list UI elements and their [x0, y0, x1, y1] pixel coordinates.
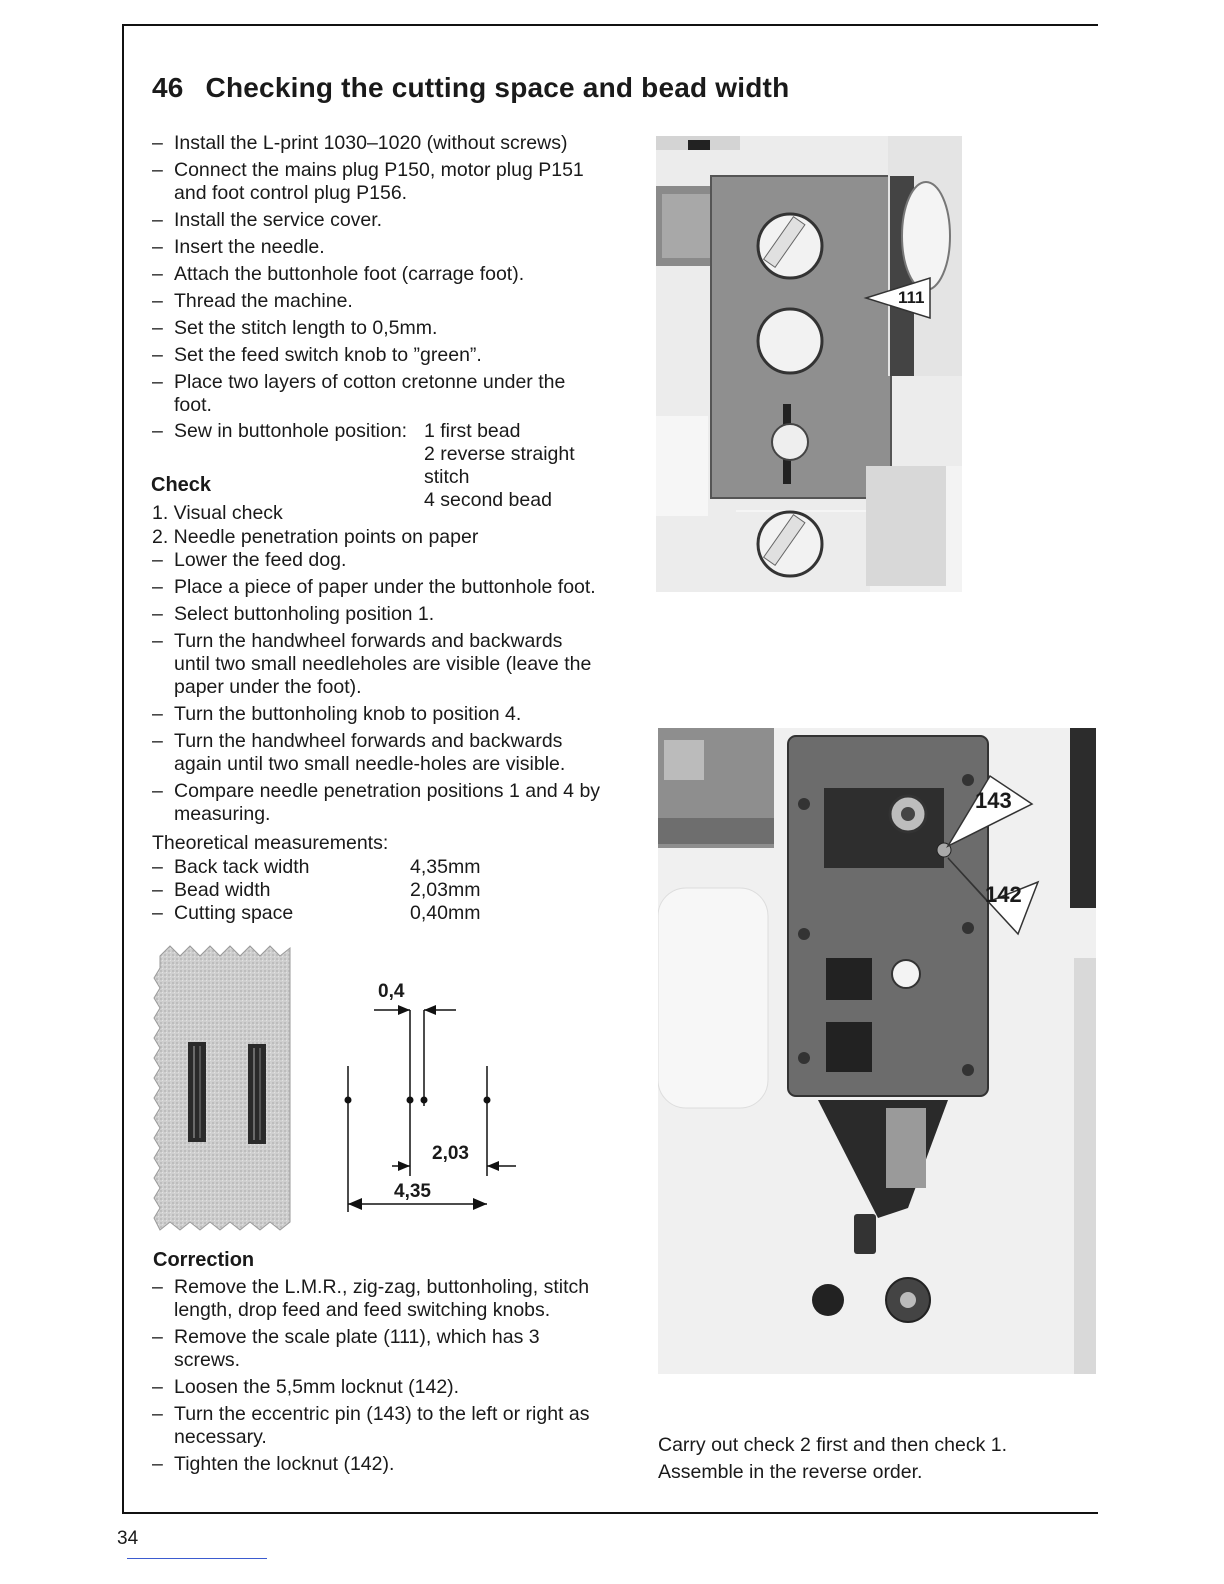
measurement-row: [152, 902, 512, 925]
measurement-value: 0,40mm: [410, 902, 481, 924]
list-dash: –: [152, 856, 163, 878]
list-item: – Place a piece of paper under the buttonhole foot.: [152, 576, 622, 599]
correction-steps-list: [152, 1276, 612, 1480]
measurement-name: Cutting space: [174, 902, 294, 924]
setup-steps-list: [152, 132, 602, 421]
list-item: – Set the stitch length to 0,5mm.: [152, 317, 602, 340]
list-item: – Thread the machine.: [152, 290, 602, 313]
caption-line: Carry out check 2 first and then check 1.: [658, 1434, 1008, 1456]
measurement-row: [152, 856, 512, 879]
list-item: – Install the service cover.: [152, 209, 602, 232]
measurement-name: Back tack width: [174, 856, 310, 878]
part-label-142: 142: [985, 882, 1022, 907]
sew-position-label: Sew in buttonhole position:: [174, 420, 408, 442]
check-item: 2. Needle penetration points on paper: [152, 526, 479, 548]
list-item: – Connect the mains plug P150, motor plug P151 and foot control plug P156.: [152, 159, 602, 205]
section-title: Checking the cutting space and bead width: [205, 72, 790, 103]
check-heading: Check: [151, 474, 212, 496]
cut-dimension-label: 0,4: [378, 981, 405, 1002]
list-item: – Turn the handwheel forwards and backwards again until two small needle-holes are visible.: [152, 730, 599, 776]
list-item: – Set the feed switch knob to ”green”.: [152, 344, 602, 367]
theoretical-heading: Theoretical measurements:: [152, 832, 389, 854]
correction-heading: Correction: [153, 1249, 255, 1271]
sew-step: 2 reverse straight stitch: [424, 443, 575, 488]
sew-position-steps: [424, 420, 594, 512]
list-item: – Lower the feed dog.: [152, 549, 622, 572]
list-item: – Turn the eccentric pin (143) to the left or right as necessary.: [152, 1403, 604, 1449]
caption-line: Assemble in the reverse order.: [658, 1461, 923, 1483]
check-item: 1. Visual check: [152, 502, 283, 524]
list-item: – Compare needle penetration positions 1 and 4 by measuring.: [152, 780, 604, 826]
bead-dimension-label: 2,03: [432, 1143, 469, 1164]
section-number: 46: [152, 72, 184, 103]
machine-knobs-photo: [656, 136, 962, 592]
mechanism-photo: [658, 728, 1096, 1374]
list-item: – Attach the buttonhole foot (carrage foot).: [152, 263, 602, 286]
list-item: – Insert the needle.: [152, 236, 602, 259]
list-dash: –: [152, 902, 163, 924]
measurement-diagram: [332, 976, 532, 1216]
list-item: – Loosen the 5,5mm locknut (142).: [152, 1376, 612, 1399]
sew-step: 4 second bead: [424, 489, 552, 511]
buttonhole-sample-photo: [152, 942, 292, 1234]
page-title: [152, 72, 789, 104]
list-item: – Select buttonholing position 1.: [152, 603, 622, 626]
part-label-143: 143: [975, 788, 1012, 813]
list-item: – Install the L-print 1030–1020 (without screws): [152, 132, 602, 155]
measurement-value: 4,35mm: [410, 856, 481, 878]
list-item: – Remove the L.M.R., zig-zag, buttonholing, stitch length, drop feed and feed switching knobs.: [152, 1276, 604, 1322]
list-dash: –: [152, 420, 163, 442]
measurement-row: [152, 879, 512, 902]
theoretical-measurements: [152, 856, 512, 925]
measurement-value: 2,03mm: [410, 879, 481, 901]
part-label-111: 111: [898, 288, 925, 307]
list-item: – Remove the scale plate (111), which has 3 screws.: [152, 1326, 574, 1372]
measurement-name: Bead width: [174, 879, 271, 901]
list-item: – Turn the buttonholing knob to position 4.: [152, 703, 622, 726]
check-steps-list: [152, 549, 622, 830]
list-item: – Turn the handwheel forwards and backwards until two small needleholes are visible (leave the paper under the foot).: [152, 630, 594, 699]
list-item: – Tighten the locknut (142).: [152, 1453, 612, 1476]
list-dash: –: [152, 879, 163, 901]
sew-step: 1 first bead: [424, 420, 521, 442]
page-number: 34: [117, 1528, 139, 1549]
total-dimension-label: 4,35: [394, 1181, 431, 1202]
page-underline: [127, 1558, 267, 1559]
list-item: – Place two layers of cotton cretonne under the foot.: [152, 371, 602, 417]
photo-caption: [658, 1432, 1007, 1486]
